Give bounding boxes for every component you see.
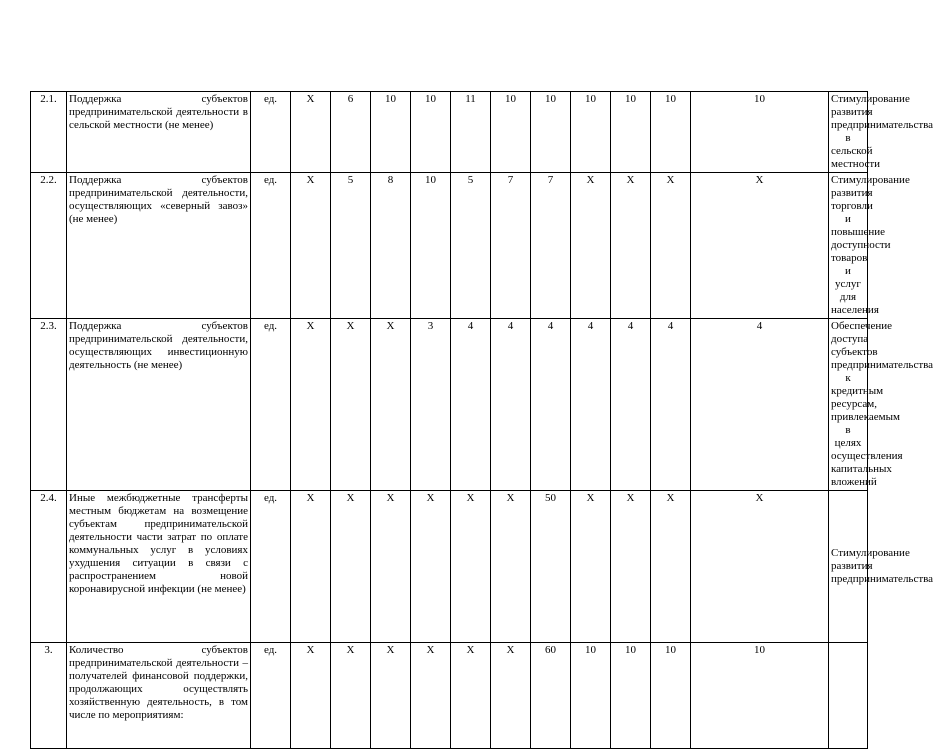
value-cell: 10 [411, 92, 451, 173]
value-cell: 4 [451, 319, 491, 491]
value-cell: Х [411, 643, 451, 749]
value-cell: 10 [651, 643, 691, 749]
table-row [31, 92, 868, 173]
value-cell: 10 [611, 92, 651, 173]
value-cell: 10 [531, 92, 571, 173]
table-row [31, 319, 868, 491]
value-cell: 6 [331, 92, 371, 173]
value-cell: Х [491, 491, 531, 643]
value-cell: 3 [411, 319, 451, 491]
value-cell: Х [691, 491, 829, 643]
unit-cell: ед. [251, 491, 291, 643]
goal-cell: Стимулирование развития торговли и повышение доступности товаров и услуг для населения [829, 173, 868, 319]
value-cell: Х [291, 643, 331, 749]
value-cell: 10 [691, 92, 829, 173]
value-cell: 7 [491, 173, 531, 319]
value-cell: 4 [571, 319, 611, 491]
unit-cell: ед. [251, 643, 291, 749]
value-cell: Х [291, 491, 331, 643]
row-number: 3. [31, 643, 67, 749]
value-cell: Х [691, 173, 829, 319]
value-cell: 4 [651, 319, 691, 491]
table-row [31, 173, 868, 319]
value-cell: Х [451, 491, 491, 643]
value-cell: 7 [531, 173, 571, 319]
value-cell: 10 [571, 92, 611, 173]
value-cell: Х [331, 319, 371, 491]
value-cell: Х [651, 491, 691, 643]
goal-cell: Обеспечение доступа субъектов предпринимательства к кредитным ресурсам, привлекаемым в целях осуществления капитальных вложений [829, 319, 868, 491]
value-cell: Х [371, 491, 411, 643]
goal-cell: Стимулирование развития предпринимательства в сельской местности [829, 92, 868, 173]
value-cell: Х [331, 643, 371, 749]
value-cell: Х [371, 643, 411, 749]
value-cell: Х [611, 491, 651, 643]
unit-cell: ед. [251, 92, 291, 173]
value-cell: 10 [651, 92, 691, 173]
value-cell: Х [571, 491, 611, 643]
value-cell: Х [491, 643, 531, 749]
value-cell: Х [291, 173, 331, 319]
unit-cell: ед. [251, 173, 291, 319]
value-cell: 10 [691, 643, 829, 749]
row-number: 2.2. [31, 173, 67, 319]
value-cell: 11 [451, 92, 491, 173]
value-cell: 5 [451, 173, 491, 319]
indicator-name: Количество субъектов предпринимательской деятельности – получателей финансовой поддержки, продолжающих осуществлять хозяйственную деятельность, в том числе по мероприятиям: [67, 643, 251, 749]
value-cell: 10 [611, 643, 651, 749]
indicator-name: Поддержка субъектов предпринимательской деятельности в сельской местности (не менее) [67, 92, 251, 173]
value-cell: 10 [491, 92, 531, 173]
value-cell: 4 [491, 319, 531, 491]
value-cell: Х [331, 491, 371, 643]
value-cell: 10 [371, 92, 411, 173]
value-cell: Х [411, 491, 451, 643]
value-cell: Х [651, 173, 691, 319]
indicator-name: Поддержка субъектов предпринимательской деятельности, осуществляющих инвестиционную деятельность (не менее) [67, 319, 251, 491]
value-cell: Х [371, 319, 411, 491]
unit-cell: ед. [251, 319, 291, 491]
value-cell: Х [571, 173, 611, 319]
value-cell: 8 [371, 173, 411, 319]
row-number: 2.4. [31, 491, 67, 643]
goal-cell: Стимулирование развития предпринимательства [829, 491, 868, 643]
value-cell: Х [611, 173, 651, 319]
value-cell: 10 [411, 173, 451, 319]
row-number: 2.3. [31, 319, 67, 491]
indicator-name: Поддержка субъектов предпринимательской деятельности, осуществляющих «северный завоз» (не менее) [67, 173, 251, 319]
value-cell: Х [291, 92, 331, 173]
goal-cell [829, 643, 868, 749]
table-row [31, 643, 868, 749]
value-cell: 10 [571, 643, 611, 749]
value-cell: Х [291, 319, 331, 491]
table-row [31, 491, 868, 643]
value-cell: 4 [611, 319, 651, 491]
value-cell: 60 [531, 643, 571, 749]
row-number: 2.1. [31, 92, 67, 173]
value-cell: 4 [531, 319, 571, 491]
value-cell: 5 [331, 173, 371, 319]
value-cell: 50 [531, 491, 571, 643]
value-cell: 4 [691, 319, 829, 491]
value-cell: Х [451, 643, 491, 749]
indicator-name: Иные межбюджетные трансферты местным бюджетам на возмещение субъектам предпринимательской деятельности части затрат по оплате коммунальных услуг в условиях ухудшения ситуации в связи с распространением новой коронавирусной инфекции (не менее) [67, 491, 251, 643]
indicators-table [30, 91, 933, 749]
